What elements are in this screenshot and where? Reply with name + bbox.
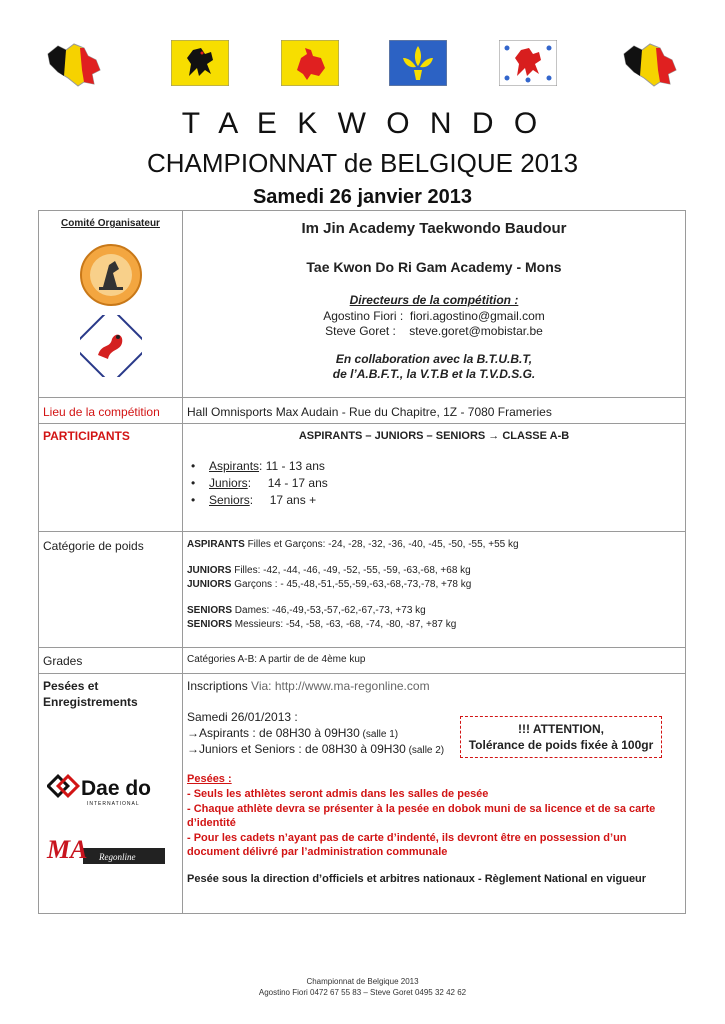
weights-juniors-f	[183, 550, 685, 576]
footer-line-1: Championnat de Belgique 2013	[306, 977, 419, 986]
venue-label: Lieu de la compétition	[43, 405, 160, 419]
weighin-content-cell	[183, 674, 686, 914]
pesees-heading: Pesées :	[187, 773, 232, 785]
weighin-label-cell	[39, 674, 183, 914]
participant-class: Aspirants	[209, 459, 260, 473]
footer-line-2: Agostino Fiori 0472 67 55 83 – Steve Goret 0495 32 42 62	[258, 988, 467, 997]
table-row	[39, 532, 686, 648]
weights-seniors-f	[183, 590, 685, 616]
participants-label-cell	[39, 424, 183, 532]
weights-value: Garçons : - 45,-48,-51,-55,-59,-63,-68,-73,-78, +78 kg	[231, 579, 472, 590]
title-block	[0, 104, 725, 212]
table-row	[39, 424, 686, 532]
weighin-label-1: Pesées et	[43, 679, 99, 693]
inscriptions-link[interactable]: Via: http://www.ma-regonline.com	[247, 679, 430, 693]
weights-value: Dames: -46,-49,-53,-57,-62,-67,-73, +73 kg	[232, 605, 426, 616]
daedo-subtitle: INTERNATIONAL	[87, 801, 140, 807]
weights-seniors-m	[183, 616, 685, 630]
weighin-time: →Juniors et Seniors : de 08H30 à 09H30	[187, 742, 406, 756]
participant-sep: :	[247, 476, 252, 490]
weighin-label-2: Enregistrements	[43, 695, 138, 709]
inscriptions-line	[183, 674, 685, 693]
weights-aspirants	[183, 532, 685, 550]
pesees-rule: - Seuls les athlètes seront admis dans les salles de pesée	[187, 788, 489, 800]
ma-regonline-logo	[45, 826, 167, 872]
participants-heading: ASPIRANTS – JUNIORS – SENIORS → CLASSE A-B	[298, 430, 570, 442]
table-row	[39, 211, 686, 398]
ma-regonline-emblem-icon	[45, 826, 167, 872]
weights-value: Filles: -42, -44, -46, -49, -52, -55, -59, -63,-68, +68 kg	[231, 565, 471, 576]
page-subtitle: CHAMPIONNAT de BELGIQUE 2013	[146, 148, 579, 178]
list-item	[187, 475, 685, 492]
inscriptions-label: Inscriptions	[187, 679, 248, 693]
participants-label: PARTICIPANTS	[43, 429, 130, 443]
venue-value: Hall Omnisports Max Audain - Rue du Chapitre, 1Z - 7080 Frameries	[187, 405, 552, 419]
im-jin-academy-logo	[79, 243, 143, 307]
club-name-1: Im Jin Academy Taekwondo Baudour	[301, 220, 567, 237]
participants-content-cell	[183, 424, 686, 532]
participant-sep: :	[249, 493, 254, 507]
organizer-label-cell	[39, 211, 183, 398]
table-row	[39, 648, 686, 674]
info-table	[38, 210, 686, 914]
page-title: T A E K W O N D O	[181, 107, 544, 140]
director-row	[183, 324, 685, 338]
weighin-room: (salle 1)	[359, 729, 399, 740]
flanders-lion-flag	[171, 40, 229, 86]
ma-wordmark: MA	[47, 835, 88, 864]
brussels-iris-flag	[389, 40, 447, 86]
director-email[interactable]: steve.goret@mobistar.be	[409, 324, 543, 338]
participant-ages: 17 ans +	[269, 493, 317, 507]
venue-value-cell	[183, 398, 686, 424]
weights-key: SENIORS	[187, 605, 233, 616]
ri-gam-academy-logo	[80, 315, 142, 377]
director-name: Steve Goret :	[325, 324, 396, 338]
daedo-emblem-icon	[47, 771, 167, 809]
weights-juniors-m	[183, 576, 685, 590]
ma-subtitle: Regonline	[99, 852, 136, 862]
grades-label-cell	[39, 648, 183, 674]
grades-value: Catégories A-B: A partir de de 4ème kup	[187, 654, 366, 665]
participant-ages: 11 - 13 ans	[265, 459, 325, 473]
daedo-wordmark: Dae do	[81, 777, 152, 800]
participant-class: Seniors	[209, 493, 250, 507]
weights-key: JUNIORS	[187, 565, 232, 576]
flag-row	[0, 40, 725, 92]
weights-content-cell	[183, 532, 686, 648]
participant-sep: :	[259, 459, 263, 473]
organizer-label: Comité Organisateur	[61, 218, 160, 229]
weighin-room: (salle 2)	[405, 745, 445, 756]
weighin-date: Samedi 26/01/2013 :	[187, 710, 298, 724]
weights-key: ASPIRANTS	[187, 539, 245, 550]
venue-label-cell	[39, 398, 183, 424]
weights-label-cell	[39, 532, 183, 648]
list-item	[187, 458, 685, 475]
weights-value: Filles et Garçons: -24, -28, -32, -36, -40, -45, -50, -55, +55 kg	[244, 539, 519, 550]
participant-ages: 14 - 17 ans	[267, 476, 328, 490]
weights-value: Messieurs: -54, -58, -63, -68, -74, -80, -87, +87 kg	[232, 619, 457, 630]
pesees-rule: - Chaque athlète devra se présenter à la pesée en dobok muni de sa licence et de sa carte d’identité	[187, 803, 656, 829]
wallonia-rooster-flag	[281, 40, 339, 86]
organizer-content-cell	[183, 211, 686, 398]
participant-class: Juniors	[209, 476, 248, 490]
belgium-map-icon	[620, 40, 680, 90]
belgium-map-icon	[44, 40, 104, 90]
german-community-flag	[499, 40, 557, 86]
attention-title: !!! ATTENTION,	[518, 722, 604, 736]
table-row	[39, 674, 686, 914]
director-name: Agostino Fiori :	[323, 309, 404, 323]
director-email[interactable]: fiori.agostino@gmail.com	[409, 309, 545, 323]
weights-label: Catégorie de poids	[43, 539, 144, 553]
attention-box	[460, 716, 662, 758]
weighin-time: →Aspirants : de 08H30 à 09H30	[187, 726, 360, 740]
directors-heading: Directeurs de la compétition :	[349, 293, 519, 307]
director-row	[183, 309, 685, 323]
collaboration-line-2: de l’A.B.F.T., la V.T.B et la T.V.D.S.G.	[332, 367, 536, 381]
daedo-logo	[47, 771, 167, 809]
participants-list	[187, 458, 685, 509]
grades-value-cell	[183, 648, 686, 674]
attention-text: Tolérance de poids fixée à 100gr	[468, 738, 654, 752]
collaboration-line-1: En collaboration avec la B.T.U.B.T,	[335, 352, 533, 366]
pesees-rule: - Pour les cadets n’ayant pas de carte d’indenté, ils devront être en possession d’un document délivré par l’administration communale	[187, 832, 627, 858]
weights-key: JUNIORS	[187, 579, 232, 590]
club-name-2: Tae Kwon Do Ri Gam Academy - Mons	[306, 259, 562, 275]
table-row	[39, 398, 686, 424]
weights-key: SENIORS	[187, 619, 233, 630]
grades-label: Grades	[43, 654, 83, 668]
list-item	[187, 492, 685, 509]
pesees-final-line: Pesée sous la direction d’officiels et arbitres nationaux - Règlement National en vigueur	[187, 873, 647, 885]
event-date: Samedi 26 janvier 2013	[252, 186, 473, 208]
